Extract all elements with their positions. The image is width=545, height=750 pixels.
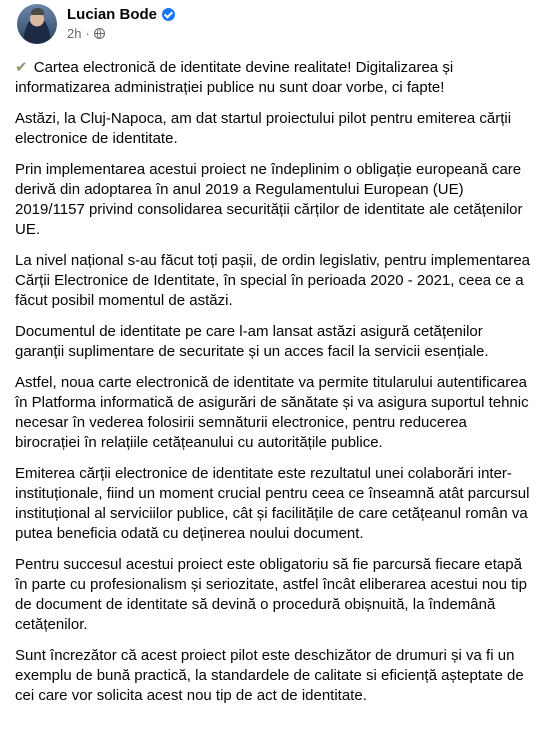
check-mark-icon: ✔ [15,59,28,76]
post-paragraph: Sunt încrezător că acest proiect pilot este deschizător de drumuri și va fi un exemplu de bună practică, la standardele de calitate si eficiență așteptate de cei care vor solicita acest nou tip de act de identitate. [15,647,524,704]
post-paragraph: Emiterea cărții electronice de identitate este rezultatul unei colaborări inter-instituționale, fiind un moment crucial pentru ceea ce înseamnă atât parcursul instituțional al serviciilor publice, cât și facilitățile de care cetățeanul român va putea beneficia odată cu deținerea noului document. [15,465,530,542]
author-name[interactable]: Lucian Bode [67,5,158,23]
post-paragraph [15,58,535,98]
author-avatar[interactable] [17,4,57,44]
post-paragraph: La nivel național s-au făcut toți pașii, de ordin legislativ, pentru implementarea Cărții Electronice de Identitate, în special în perioada 2020 - 2021, ceea ce a făcut posibil momentul de astăzi. [15,252,531,309]
post-header [15,0,535,60]
paragraph-text: Cartea electronică de identitate devine realitate! Digitalizarea și informatizarea administrației publice nu sunt doar vorbe, ci fapte! [15,59,454,96]
author-row [67,4,175,24]
post-paragraph: Pentru succesul acestui proiect este obligatoriu să fie parcursă fiecare etapă în parte cu profesionalism și seriozitate, astfel încât eliberarea acestui nou tip de document de identitate să devină o procedură obișnuită, la îndemână cetățenilor. [15,556,527,633]
post-body [15,58,535,706]
globe-icon[interactable] [94,28,105,39]
post-paragraph: Prin implementarea acestui proiect ne îndeplinim o obligație europeană care derivă din adoptarea în anul 2019 a Regulamentului European (UE) 2019/1157 privind consolidarea securității cărților de identitate ale cetățenilor UE. [15,161,523,238]
separator-dot: · [85,26,90,41]
post-paragraph: Astfel, noua carte electronică de identitate va permite titularului autentificarea în Platforma informatică de asigurări de sănătate și va asigura suportul tehnic necesar în vederea folosirii semnăturii electronice, pentru reducerea birocrației în relațiile cetățeanului cu autoritățile publice. [15,374,529,451]
post-paragraph: Documentul de identitate pe care l-am lansat astăzi asigură cetățenilor garanții suplimentare de securitate și un acces facil la servicii esențiale. [15,323,489,360]
post-timestamp-row [67,26,175,41]
post-time[interactable]: 2h [67,26,82,41]
post-meta [67,4,175,41]
post-paragraph: Astăzi, la Cluj-Napoca, am dat startul proiectului pilot pentru emiterea cărții electronice de identitate. [15,110,512,147]
verified-badge-icon [162,8,175,21]
